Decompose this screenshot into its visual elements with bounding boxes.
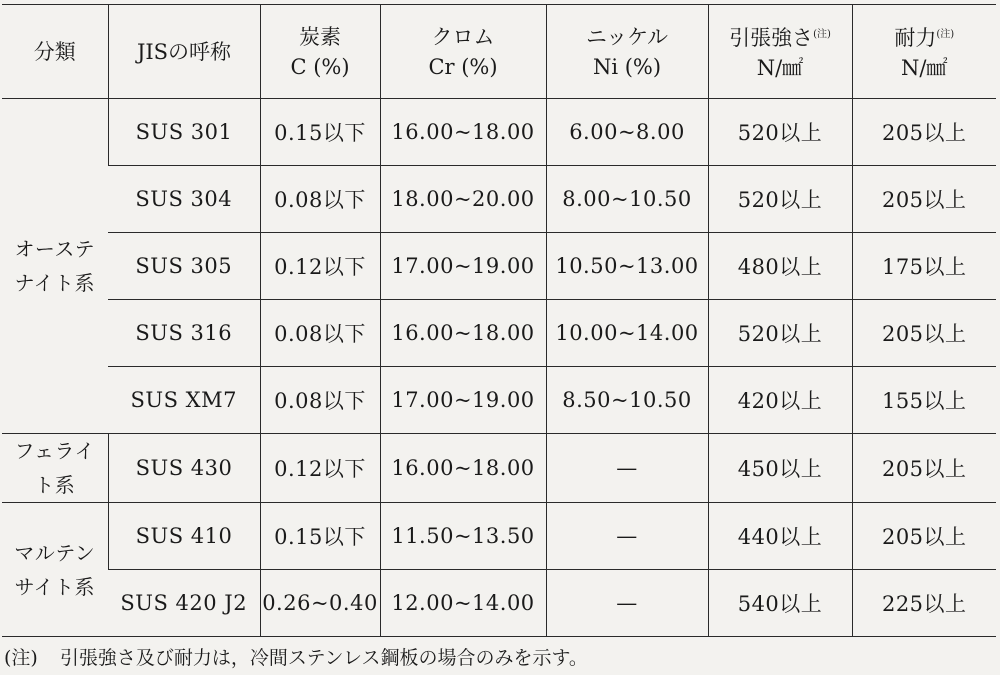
cell-yield: 205以上 — [852, 434, 996, 503]
cell-jis: SUS 301 — [108, 99, 260, 166]
cell-jis: SUS 410 — [108, 503, 260, 570]
cell-chromium: 16.00~18.00 — [380, 300, 546, 367]
cell-chromium: 16.00~18.00 — [380, 434, 546, 503]
footnote-marker: (注) — [4, 647, 38, 669]
cell-tensile: 420以上 — [708, 367, 852, 434]
cell-tensile: 520以上 — [708, 300, 852, 367]
cell-yield: 225以上 — [852, 570, 996, 637]
table-row — [2, 434, 996, 503]
table-row — [2, 166, 996, 233]
footnote — [4, 643, 588, 670]
cell-nickel: — — [546, 570, 708, 637]
header-nickel: ニッケル Ni (%) — [546, 5, 708, 99]
cell-chromium: 18.00~20.00 — [380, 166, 546, 233]
header-chromium: クロム Cr (%) — [380, 5, 546, 99]
header-carbon: 炭素 C (%) — [260, 5, 380, 99]
cell-nickel: 8.50~10.50 — [546, 367, 708, 434]
header-yield-strength: 耐力$^{(注)}$ N/㎟ — [852, 5, 996, 99]
cell-carbon: 0.08以下 — [260, 367, 380, 434]
table-row — [2, 367, 996, 434]
cell-nickel: 6.00~8.00 — [546, 99, 708, 166]
cell-tensile: 450以上 — [708, 434, 852, 503]
cell-tensile: 520以上 — [708, 166, 852, 233]
cell-chromium: 16.00~18.00 — [380, 99, 546, 166]
cell-chromium: 12.00~14.00 — [380, 570, 546, 637]
header-jis-name: JISの呼称 — [108, 5, 260, 99]
cell-jis: SUS 316 — [108, 300, 260, 367]
cell-chromium: 17.00~19.00 — [380, 233, 546, 300]
cell-jis: SUS 305 — [108, 233, 260, 300]
category-austenitic: オーステ ナイト系 — [2, 99, 108, 434]
cell-yield: 175以上 — [852, 233, 996, 300]
header-classification: 分類 — [2, 5, 108, 99]
cell-carbon: 0.12以下 — [260, 233, 380, 300]
cell-yield: 205以上 — [852, 503, 996, 570]
cell-carbon: 0.08以下 — [260, 166, 380, 233]
header-row — [2, 5, 996, 99]
cell-jis: SUS 420 J2 — [108, 570, 260, 637]
table-row — [2, 233, 996, 300]
cell-nickel: 10.50~13.00 — [546, 233, 708, 300]
cell-jis: SUS XM7 — [108, 367, 260, 434]
cell-nickel: — — [546, 503, 708, 570]
cell-tensile: 520以上 — [708, 99, 852, 166]
cell-yield: 155以上 — [852, 367, 996, 434]
cell-jis: SUS 430 — [108, 434, 260, 503]
cell-carbon: 0.15以下 — [260, 99, 380, 166]
cell-chromium: 17.00~19.00 — [380, 367, 546, 434]
category-ferritic: フェライ ト系 — [2, 434, 108, 503]
cell-yield: 205以上 — [852, 300, 996, 367]
stainless-steel-spec-table — [2, 4, 996, 637]
cell-chromium: 11.50~13.50 — [380, 503, 546, 570]
table-row — [2, 99, 996, 166]
cell-carbon: 0.15以下 — [260, 503, 380, 570]
cell-nickel: 10.00~14.00 — [546, 300, 708, 367]
cell-carbon: 0.08以下 — [260, 300, 380, 367]
header-tensile-strength: 引張強さ$^{(注)}$ N/㎟ — [708, 5, 852, 99]
cell-tensile: 540以上 — [708, 570, 852, 637]
cell-carbon: 0.12以下 — [260, 434, 380, 503]
footnote-text: 引張強さ及び耐力は，冷間ステンレス鋼板の場合のみを示す。 — [59, 647, 588, 669]
cell-carbon: 0.26~0.40 — [260, 570, 380, 637]
cell-nickel: 8.00~10.50 — [546, 166, 708, 233]
cell-yield: 205以上 — [852, 166, 996, 233]
category-martensitic: マルテン サイト系 — [2, 503, 108, 637]
cell-nickel: — — [546, 434, 708, 503]
cell-yield: 205以上 — [852, 99, 996, 166]
cell-tensile: 440以上 — [708, 503, 852, 570]
table-row — [2, 570, 996, 637]
table-row — [2, 300, 996, 367]
cell-tensile: 480以上 — [708, 233, 852, 300]
table-row — [2, 503, 996, 570]
cell-jis: SUS 304 — [108, 166, 260, 233]
